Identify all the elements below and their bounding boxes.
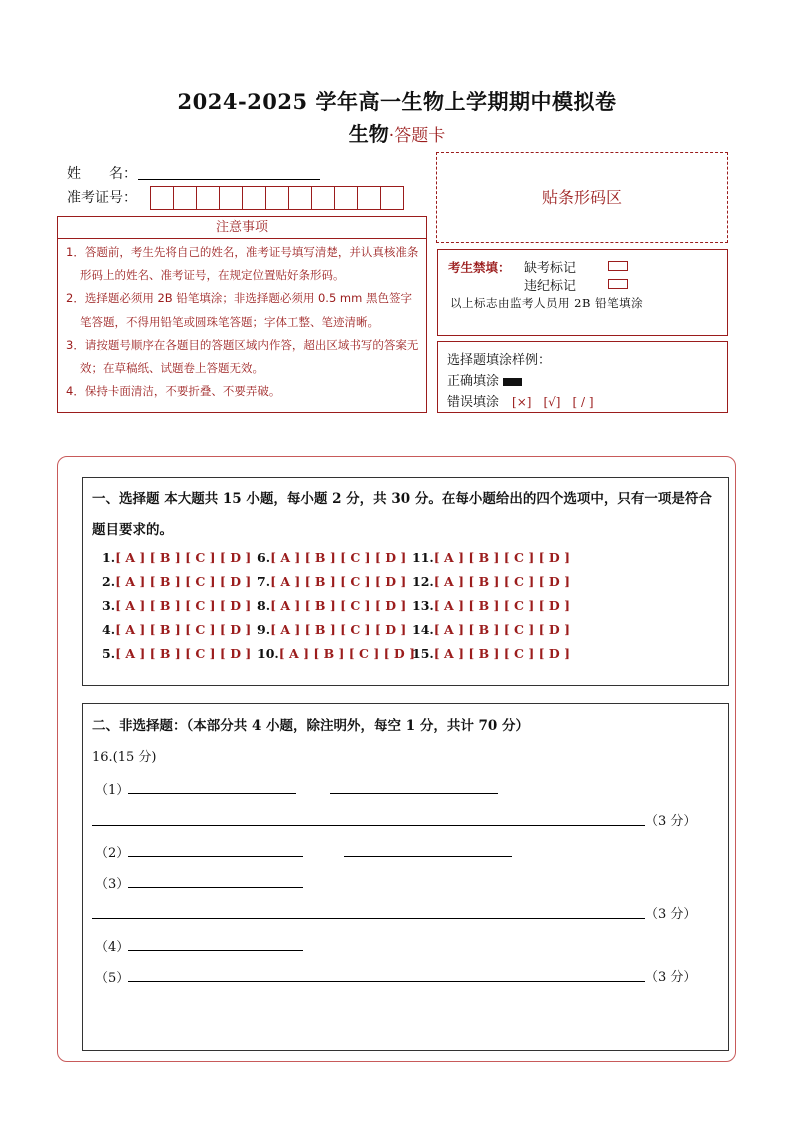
mc-question-number: 9. [257, 622, 271, 637]
mc-question-row [257, 598, 406, 613]
part-4-label: （4） [95, 940, 130, 955]
id-digit-box[interactable] [196, 186, 220, 210]
mc-question-row [412, 550, 570, 565]
mc-question-row [102, 646, 251, 661]
mc-question-row [257, 646, 415, 661]
mc-question-row [257, 574, 406, 589]
question-16-label: 16.(15 分) [92, 750, 157, 765]
mc-question-number: 7. [257, 574, 271, 589]
answer-card-tag: ·答题卡 [388, 126, 446, 146]
mc-question-row [102, 574, 251, 589]
mc-answer-options[interactable]: [ A ] [ B ] [ C ] [ D ] [115, 598, 252, 613]
mc-question-row [412, 598, 570, 613]
examiner-note: 以上标志由监考人员用 2B 铅笔填涂 [450, 296, 644, 310]
mc-question-number: 8. [257, 598, 271, 613]
name-field[interactable] [138, 179, 320, 180]
notice-box [57, 216, 427, 413]
mc-question-number: 11. [412, 550, 434, 565]
answer-blank[interactable] [344, 856, 512, 857]
id-digit-box[interactable] [311, 186, 335, 210]
mc-question-number: 10. [257, 646, 279, 661]
barcode-area: 贴条形码区 [436, 152, 728, 243]
id-digit-box[interactable] [334, 186, 358, 210]
mc-answer-options[interactable]: [ A ] [ B ] [ C ] [ D ] [115, 574, 252, 589]
mc-answer-options[interactable]: [ A ] [ B ] [ C ] [ D ] [270, 622, 407, 637]
mc-answer-options[interactable]: [ A ] [ B ] [ C ] [ D ] [433, 598, 570, 613]
name-label: 姓 名： [67, 166, 137, 182]
mc-question-row [102, 622, 251, 637]
notice-item: 4．保持卡面清洁，不要折叠、不要弄破。 [66, 384, 281, 399]
id-digit-box[interactable] [380, 186, 404, 210]
mc-answer-options[interactable]: [ A ] [ B ] [ C ] [ D ] [278, 646, 415, 661]
answer-blank[interactable] [128, 887, 303, 888]
wrong-fill-label: 错误填涂 [447, 395, 500, 410]
correct-fill-mark [503, 378, 522, 386]
section1-heading-line1: 一、选择题 本大题共 15 小题，每小题 2 分，共 30 分。在每小题给出的四个选项中，只有一项是符合 [92, 491, 712, 507]
mc-question-row [412, 646, 570, 661]
examiner-only-box [437, 249, 728, 336]
absent-mark-label: 缺考标记 [524, 261, 577, 276]
mc-question-number: 1. [102, 550, 116, 565]
mc-answer-options[interactable]: [ A ] [ B ] [ C ] [ D ] [433, 550, 570, 565]
notice-item: 3．请按题号顺序在各题目的答题区域内作答，超出区域书写的答案无效；在草稿纸、试题卷上答题无效。 [66, 337, 419, 376]
notice-item: 2．选择题必须用 2B 铅笔填涂；非选择题必须用 0.5 mm 黑色签字笔答题，不得用铅笔或圆珠笔答题；字体工整、笔迹清晰。 [66, 291, 412, 329]
violation-mark-label: 违纪标记 [524, 279, 577, 294]
score-label: （3 分） [645, 970, 697, 985]
mc-question-number: 2. [102, 574, 116, 589]
mc-answer-options[interactable]: [ A ] [ B ] [ C ] [ D ] [115, 646, 252, 661]
mc-question-row [102, 598, 251, 613]
answer-blank[interactable] [128, 950, 303, 951]
mc-question-number: 15. [412, 646, 434, 661]
id-digit-box[interactable] [219, 186, 243, 210]
multiple-choice-section [82, 477, 729, 686]
mc-question-number: 5. [102, 646, 116, 661]
section1-heading-line2: 题目要求的。 [92, 522, 173, 538]
id-digit-box[interactable] [357, 186, 381, 210]
mc-question-row [257, 622, 406, 637]
score-label: （3 分） [645, 814, 697, 829]
part-5-label: （5） [95, 971, 130, 986]
mc-question-number: 6. [257, 550, 271, 565]
answer-blank[interactable] [92, 918, 645, 919]
id-digit-box[interactable] [288, 186, 312, 210]
absent-mark-box[interactable] [608, 261, 628, 271]
mc-answer-options[interactable]: [ A ] [ B ] [ C ] [ D ] [433, 622, 570, 637]
page-title: 2024-2025 学年高一生物上学期期中模拟卷 [177, 89, 617, 114]
part-3-label: （3） [95, 877, 130, 892]
id-digit-box[interactable] [242, 186, 266, 210]
mc-answer-options[interactable]: [ A ] [ B ] [ C ] [ D ] [433, 646, 570, 661]
mc-question-row [257, 550, 406, 565]
section2-heading: 二、非选择题：（本部分共 4 小题，除注明外，每空 1 分，共计 70 分） [92, 718, 530, 734]
answer-blank[interactable] [330, 793, 498, 794]
wrong-fill-marks: [×] [√] [ / ] [512, 395, 594, 409]
answer-blank[interactable] [128, 981, 645, 982]
page-subtitle [0, 118, 794, 147]
mc-question-row [412, 574, 570, 589]
notice-heading: 注意事项 [58, 217, 426, 239]
mc-question-row [412, 622, 570, 637]
fill-sample-box [437, 341, 728, 413]
mc-question-number: 12. [412, 574, 434, 589]
part-1-label: （1） [95, 783, 130, 798]
id-digit-box[interactable] [173, 186, 197, 210]
answer-blank[interactable] [128, 793, 296, 794]
id-label: 准考证号： [67, 190, 137, 206]
mc-answer-options[interactable]: [ A ] [ B ] [ C ] [ D ] [433, 574, 570, 589]
id-digit-box[interactable] [150, 186, 174, 210]
violation-mark-box[interactable] [608, 279, 628, 289]
free-response-section [82, 703, 729, 1051]
notice-item: 1．答题前，考生先将自己的姓名，准考证号填写清楚，并认真核准条形码上的姓名、准考证号，在规定位置贴好条形码。 [66, 245, 419, 283]
mc-question-number: 3. [102, 598, 116, 613]
mc-answer-options[interactable]: [ A ] [ B ] [ C ] [ D ] [270, 574, 407, 589]
mc-answer-options[interactable]: [ A ] [ B ] [ C ] [ D ] [115, 622, 252, 637]
id-number-boxes[interactable] [150, 186, 403, 210]
id-digit-box[interactable] [265, 186, 289, 210]
mc-answer-options[interactable]: [ A ] [ B ] [ C ] [ D ] [270, 550, 407, 565]
correct-fill-label: 正确填涂 [447, 374, 500, 389]
mc-question-row [102, 550, 251, 565]
examiner-only-label: 考生禁填： [448, 260, 511, 275]
answer-blank[interactable] [128, 856, 303, 857]
fill-sample-heading: 选择题填涂样例： [447, 353, 552, 368]
mc-question-number: 13. [412, 598, 434, 613]
mc-question-number: 4. [102, 622, 116, 637]
mc-answer-options[interactable]: [ A ] [ B ] [ C ] [ D ] [115, 550, 252, 565]
score-label: （3 分） [645, 907, 697, 922]
answer-blank[interactable] [92, 825, 645, 826]
mc-answer-options[interactable]: [ A ] [ B ] [ C ] [ D ] [270, 598, 407, 613]
subject-label: 生物 [348, 122, 389, 146]
mc-question-number: 14. [412, 622, 434, 637]
part-2-label: （2） [95, 846, 130, 861]
